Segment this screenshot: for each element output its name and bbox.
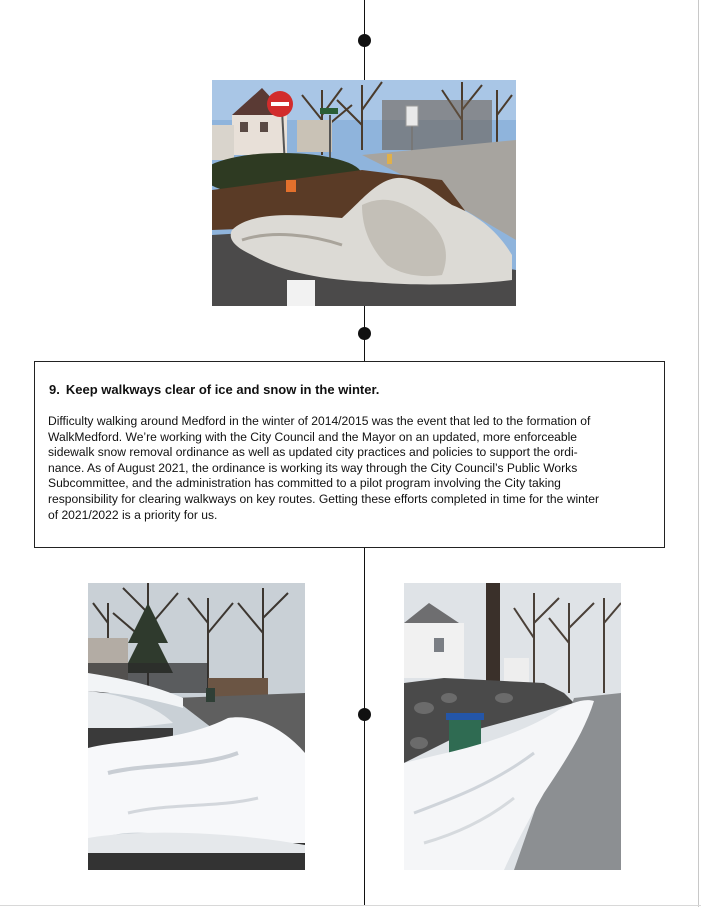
timeline-dot: [358, 708, 371, 721]
timeline-line-bottom: [364, 548, 365, 905]
snowy-sidewalk-wall-photo: [404, 583, 621, 870]
body-line: Difficulty walking around Medford in the winter of 2014/2015 was the event that led to the formation of: [48, 414, 591, 428]
page-bottom-edge: [0, 905, 701, 906]
body-line: responsibility for clearing walkways on key routes. Getting these efforts completed in time for the winter: [48, 491, 599, 506]
section-9-textbox: [34, 361, 665, 548]
page-edge: [698, 0, 699, 907]
section-number: 9.: [49, 382, 60, 397]
body-line: sidewalk snow removal ordinance as well as updated city practices and policies to support the ordi-: [48, 445, 578, 460]
body-line: nance. As of August 2021, the ordinance is working its way through the City Council’s Public Works: [48, 460, 578, 475]
snowy-sidewalk-left-photo: [88, 583, 305, 870]
snowbank-intersection-photo: [212, 80, 516, 306]
body-line: of 2021/2022 is a priority for us.: [48, 507, 218, 522]
timeline-dot: [358, 34, 371, 47]
body-line: WalkMedford. We’re working with the City Council and the Mayor on an updated, more enforceable: [48, 429, 578, 444]
section-title: Keep walkways clear of ice and snow in the winter.: [65, 382, 380, 397]
timeline-dot: [358, 327, 371, 340]
body-line: Subcommittee, and the administration has committed to a pilot program involving the City taking: [48, 476, 561, 491]
section-heading: [49, 382, 379, 397]
section-body: [48, 414, 654, 523]
